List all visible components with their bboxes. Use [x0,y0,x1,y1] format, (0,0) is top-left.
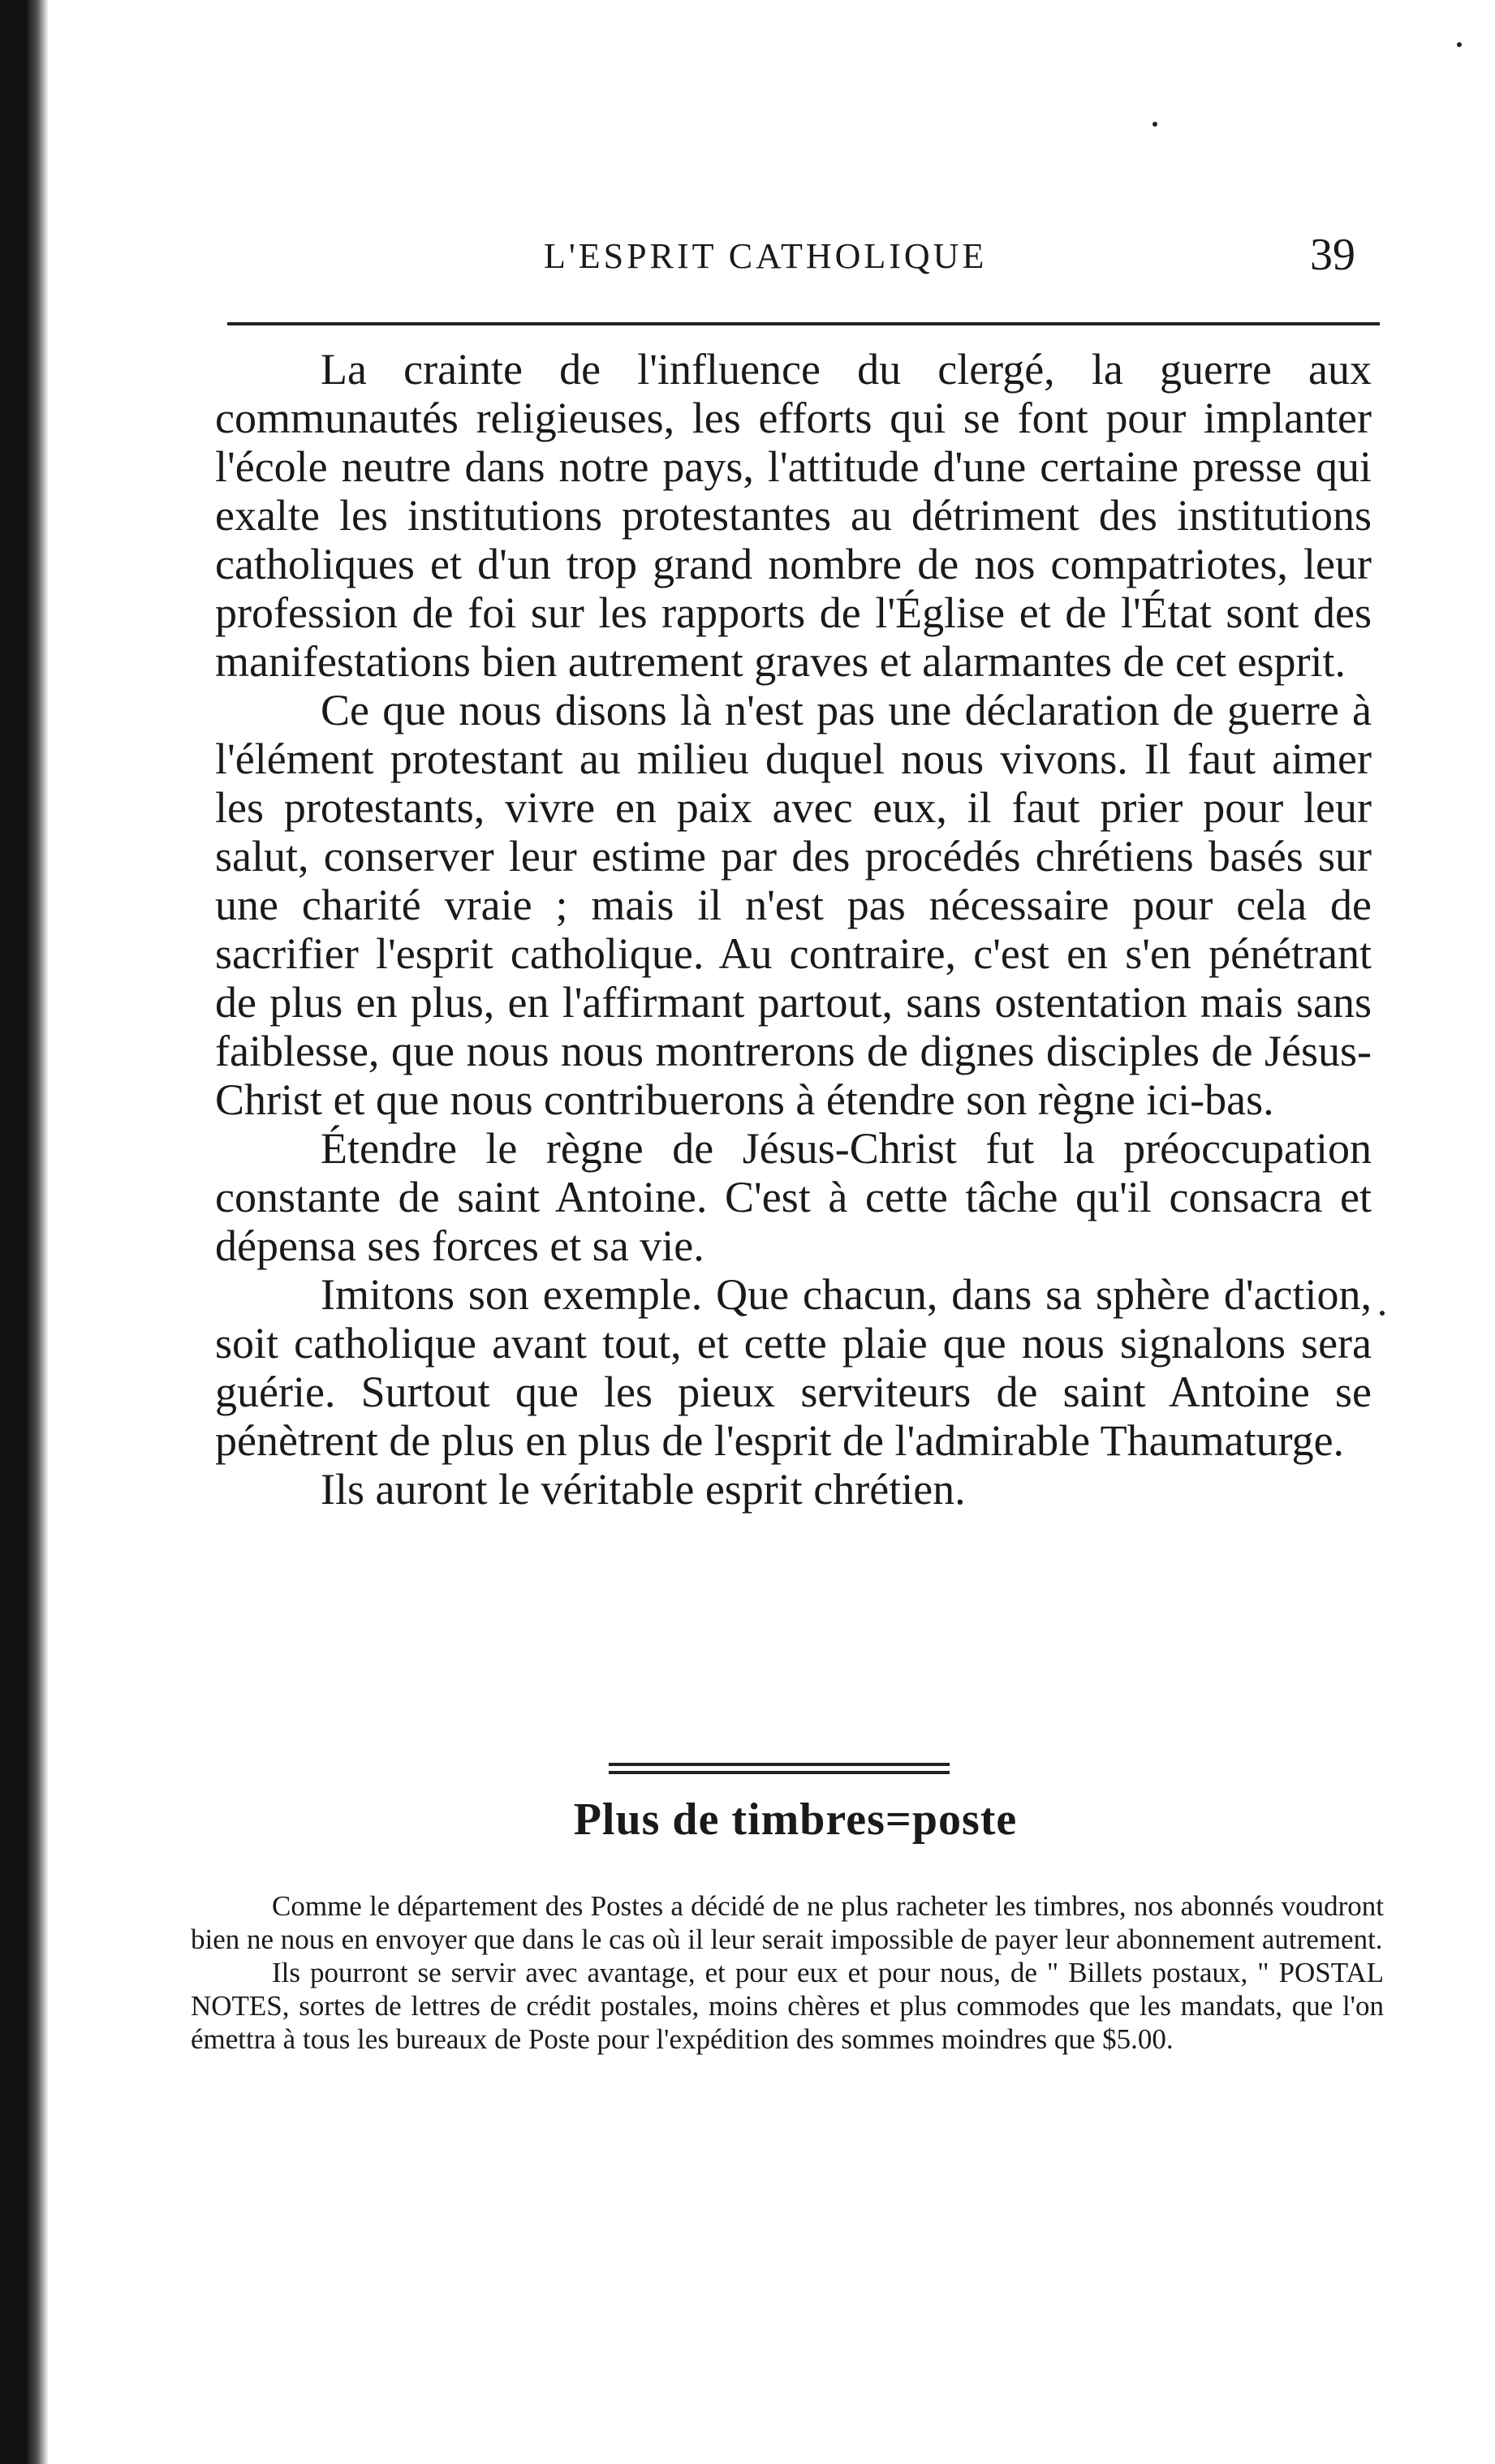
section-divider [609,1763,950,1766]
section-title: Plus de timbres=poste [573,1794,1018,1845]
scan-speck [1457,42,1462,47]
notice-paragraph: Comme le département des Postes a décidé de ne plus racheter les timbres, nos abonnés voudront bien ne nous en envoyer que dans le cas où il leur serait impossible de payer leur abonnement autrement. [191,1890,1384,1955]
binding-edge [0,0,49,2464]
scan-speck [1152,122,1157,127]
paragraph: Ils auront le véritable esprit chrétien. [321,1465,966,1514]
body-text [215,345,1372,1514]
paragraph: Ce que nous disons là n'est pas une déclaration de guerre à l'élément protestant au milieu duquel nous vivons. Il faut aimer les protestants, vivre en paix avec eux, il faut prier pour leur salut, conserver leur estime par des procédés chrétiens basés sur une charité vraie ; mais il n'est pas nécessaire pour cela de sacrifier l'esprit catholique. Au contraire, c'est en s'en pénétrant de plus en plus, en l'affirmant partout, sans ostentation mais sans faiblesse, que nous nous montrerons de dignes disciples de Jésus-Christ et que nous contribuerons à étendre son règne ici-bas. [215,686,1372,1124]
paragraph: Imitons son exemple. Que chacun, dans sa sphère d'action, soit catholique avant tout, et cette plaie que nous signalons sera guérie. Surtout que les pieux serviteurs de saint Antoine se pénètrent de plus en plus de l'esprit de l'admirable Thaumaturge. [215,1270,1372,1465]
notice-text [191,1889,1384,2056]
scan-speck [1380,1311,1385,1316]
paragraph: Étendre le règne de Jésus-Christ fut la préoccupation constante de saint Antoine. C'est à cette tâche qu'il consacra et dépensa ses forces et sa vie. [215,1124,1372,1270]
header-rule [227,322,1380,325]
page-number: 39 [1310,230,1355,280]
running-head: L'ESPRIT CATHOLIQUE [544,236,988,276]
page-header [203,230,1388,300]
notice-paragraph: Ils pourront se servir avec avantage, et pour eux et pour nous, de " Billets postaux, " POSTAL NOTES, sortes de lettres de crédit postales, moins chères et plus commodes que les mandats, que l'on émettra à tous les bureaux de Poste pour l'expédition des sommes moindres que $5.00. [191,1957,1384,2055]
section-divider [609,1771,950,1774]
paragraph: La crainte de l'influence du clergé, la guerre aux communautés religieuses, les efforts qui se font pour implanter l'école neutre dans notre pays, l'attitude d'une certaine presse qui exalte les institutions protestantes au détriment des institutions catholiques et d'un trop grand nombre de nos compatriotes, leur profession de foi sur les rapports de l'Église et de l'État sont des manifestations bien autrement graves et alarmantes de cet esprit. [215,345,1372,686]
